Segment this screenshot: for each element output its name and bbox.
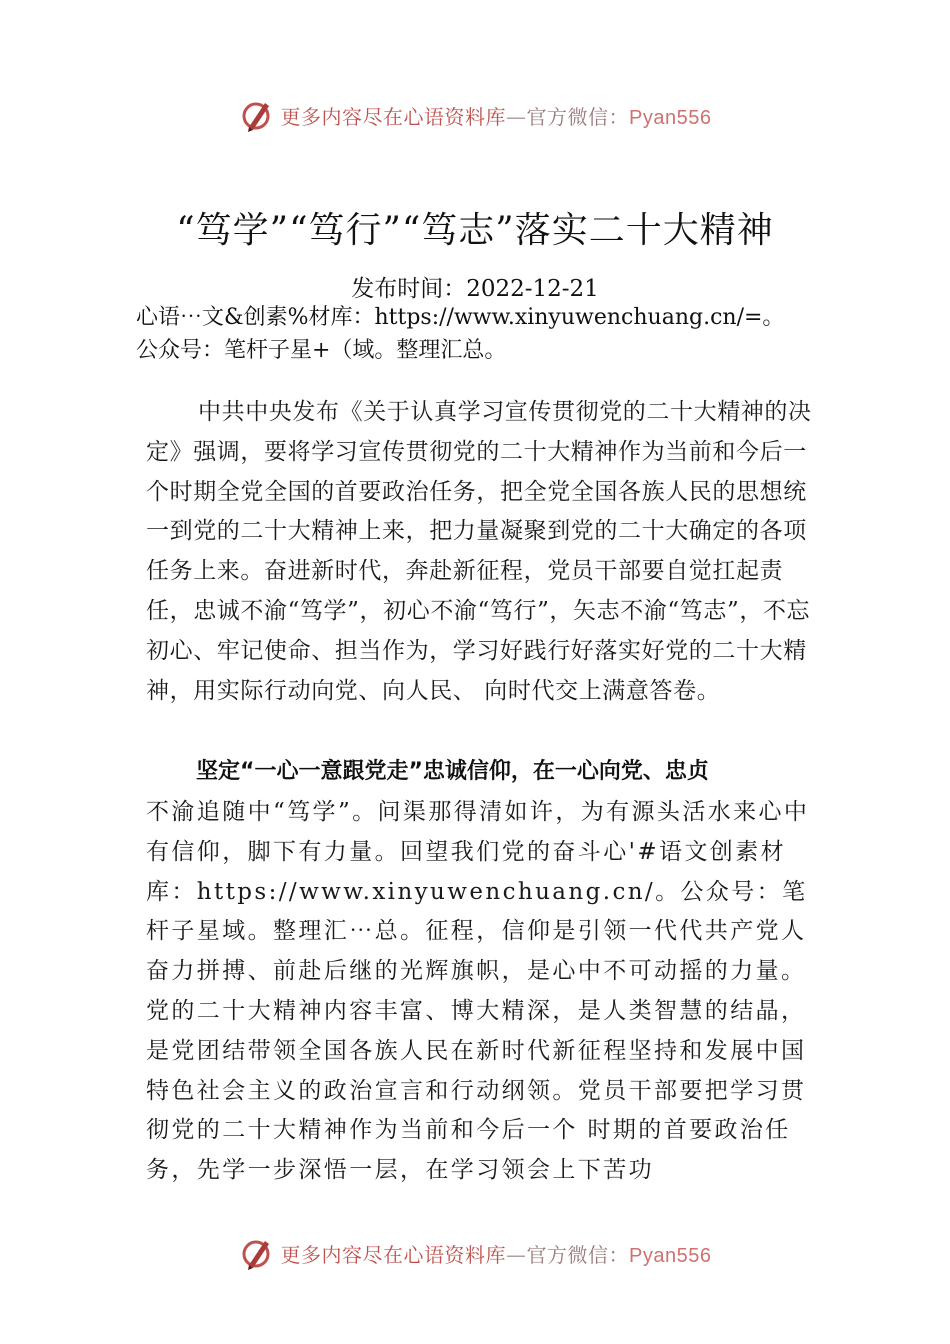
article-title: “笃学”“笃行”“笃志”落实二十大精神 (176, 210, 774, 251)
source-line: 心语⋯文&创素%材库：https://www.xinyuwenchuang.cn/=。 (136, 305, 785, 330)
footer-banner (0, 1233, 950, 1273)
section-heading: 坚定“一心一意跟党走”忠诚信仰，在一心向党、忠贞 (196, 759, 709, 784)
header-banner (0, 95, 950, 135)
pen-logo-icon (239, 1235, 275, 1271)
publish-date: 发布时间：2022-12-21 (351, 276, 599, 302)
banner-text: 更多内容尽在心语资料库—官方微信：Pyan556 (280, 1242, 712, 1267)
pen-logo-icon (239, 97, 275, 133)
paragraph-body: 不渝追随中“笃学”。问渠那得清如许，为有源头活水来心中有信仰，脚下有力量。回望我们党的奋斗心'#语文创素材库：https://www.xinyuwenchuang.cn/。公众号：笔杆子星域。整理汇⋯总。征程，信仰是引领一代代共产党人奋力拼搏、前赴后继的光辉旗帜，是心中不可动摇的力量。党的二十大精神内容丰富、博大精深，是人类智慧的结晶，是党团结带领全国各族人民在新时代新征程坚持和发展中国特色社会主义的政治宣言和行动纲领。党员干部要把学习贯彻党的二十大精神作为当前和今后一个 时期的首要政治任务，先学一步深悟一层，在学习领会上下苦功 (146, 799, 810, 1184)
banner-text: 更多内容尽在心语资料库—官方微信：Pyan556 (280, 104, 712, 129)
paragraph-intro: 中共中央发布《关于认真学习宣传贯彻党的二十大精神的决定》强调，要将学习宣传贯彻党的二十大精神作为当前和今后一个时期全党全国的首要政治任务，把全党全国各族人民的思想统一到党的二十大精神上来，把力量凝聚到党的二十大确定的各项任务上来。奋进新时代，奔赴新征程，党员干部要自觉扛起责任，忠诚不渝“笃学”，初心不渝“笃行”，矢志不渝“笃志”，不忘初心、牢记使命、担当作为，学习好践行好落实好党的二十大精神，用实际行动向党、向人民、 向时代交上满意答卷。 (146, 399, 812, 704)
account-line: 公众号：笔杆子星+（域。整理汇总。 (136, 338, 507, 363)
